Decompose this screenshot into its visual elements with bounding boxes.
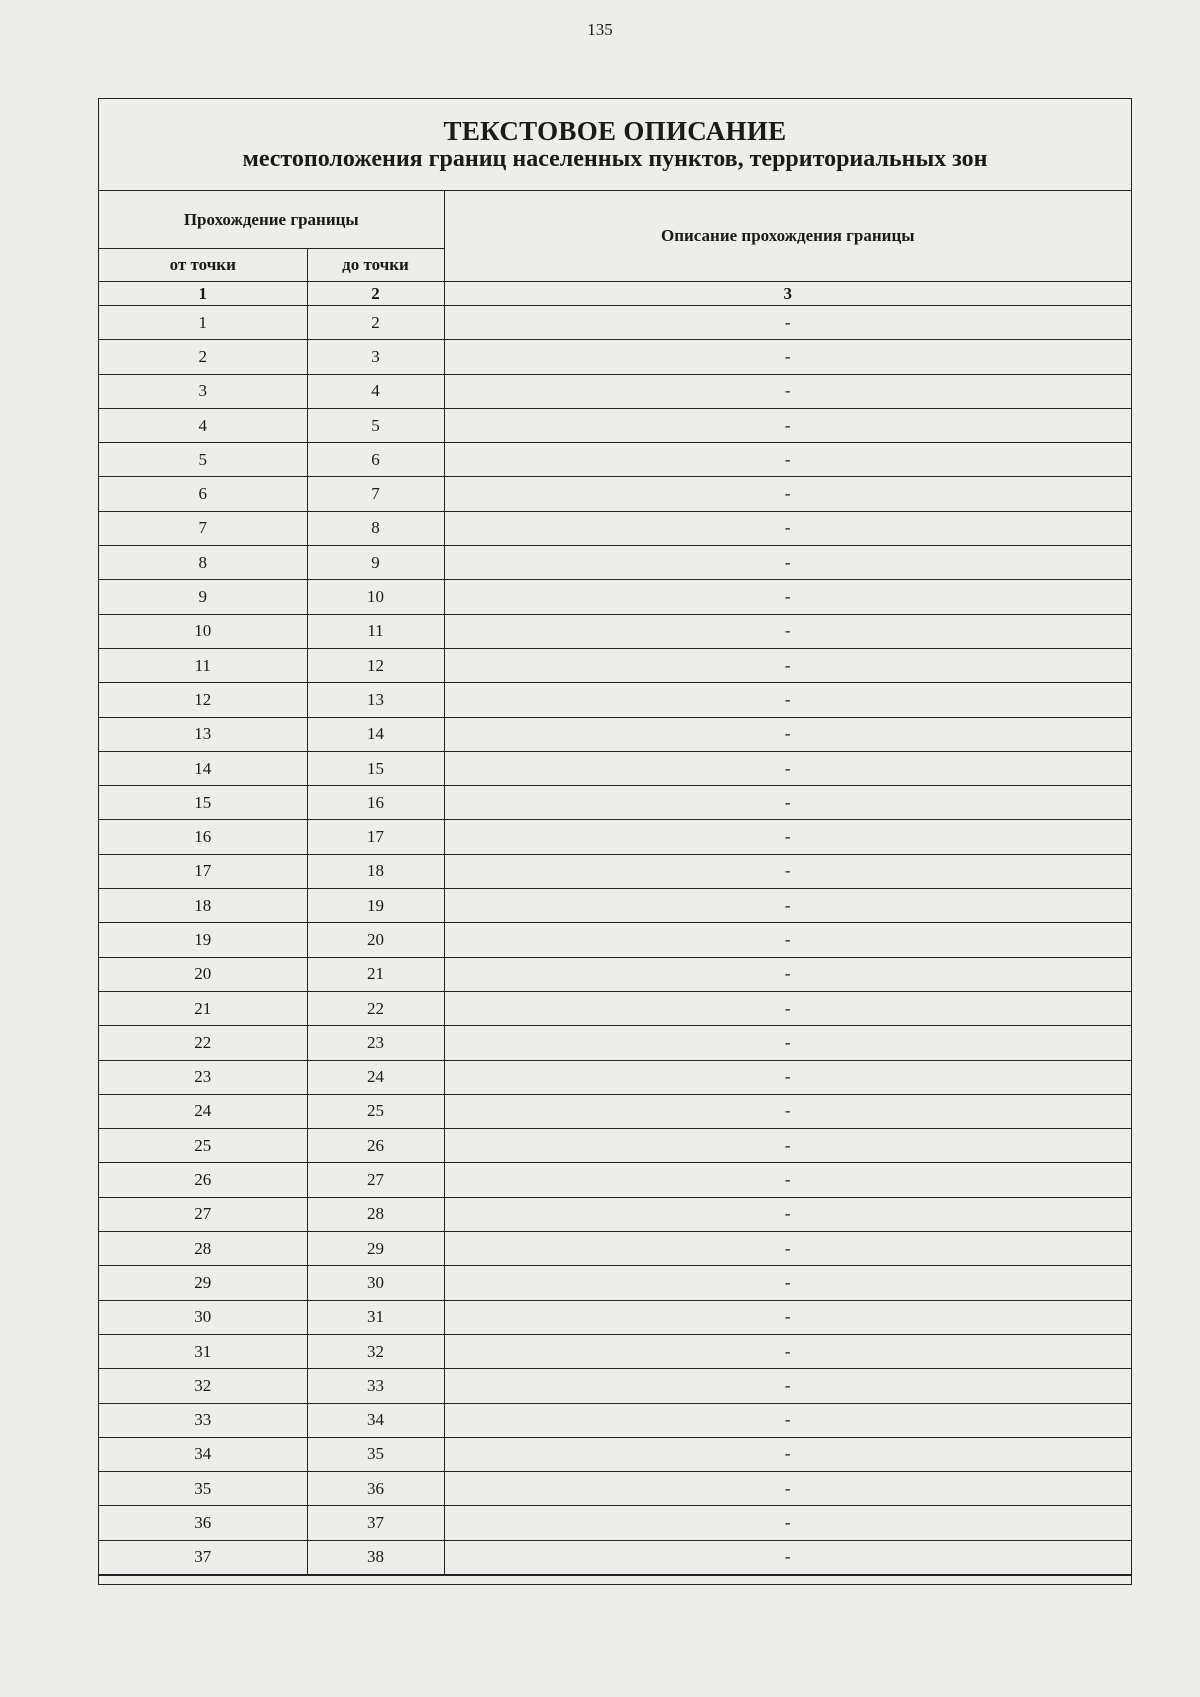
table-row [99, 889, 1131, 923]
table-row [99, 1369, 1131, 1403]
cell-description: - [444, 546, 1131, 580]
cell-from-point: 13 [99, 717, 307, 751]
table-row [99, 443, 1131, 477]
table-row [99, 511, 1131, 545]
cell-to-point: 12 [307, 648, 444, 682]
cell-to-point: 34 [307, 1403, 444, 1437]
cell-from-point: 10 [99, 614, 307, 648]
title-block [99, 99, 1131, 191]
cell-to-point: 2 [307, 306, 444, 340]
cell-from-point: 36 [99, 1506, 307, 1540]
cell-to-point: 10 [307, 580, 444, 614]
cell-from-point: 35 [99, 1472, 307, 1506]
cell-to-point: 5 [307, 408, 444, 442]
cell-to-point: 14 [307, 717, 444, 751]
table-row [99, 1129, 1131, 1163]
cell-to-point: 21 [307, 957, 444, 991]
document-title: ТЕКСТОВОЕ ОПИСАНИЕ [443, 116, 787, 146]
cell-description: - [444, 1300, 1131, 1334]
table-row [99, 1266, 1131, 1300]
cell-from-point: 8 [99, 546, 307, 580]
table-row [99, 374, 1131, 408]
cell-from-point: 22 [99, 1026, 307, 1060]
cell-from-point: 27 [99, 1197, 307, 1231]
table-row [99, 786, 1131, 820]
cell-to-point: 38 [307, 1540, 444, 1574]
cell-to-point: 8 [307, 511, 444, 545]
cell-to-point: 28 [307, 1197, 444, 1231]
cell-from-point: 4 [99, 408, 307, 442]
table-row [99, 580, 1131, 614]
cell-description: - [444, 1506, 1131, 1540]
cell-to-point: 11 [307, 614, 444, 648]
cell-description: - [444, 306, 1131, 340]
cell-from-point: 7 [99, 511, 307, 545]
cell-from-point: 31 [99, 1334, 307, 1368]
table-row [99, 1506, 1131, 1540]
table-row [99, 1060, 1131, 1094]
cell-description: - [444, 374, 1131, 408]
table-row [99, 957, 1131, 991]
cell-description: - [444, 923, 1131, 957]
table-row [99, 1197, 1131, 1231]
cell-description: - [444, 1197, 1131, 1231]
cell-from-point: 17 [99, 854, 307, 888]
table-row [99, 648, 1131, 682]
cell-from-point: 30 [99, 1300, 307, 1334]
cell-description: - [444, 1266, 1131, 1300]
cell-from-point: 5 [99, 443, 307, 477]
cell-to-point: 17 [307, 820, 444, 854]
cell-to-point: 6 [307, 443, 444, 477]
cell-from-point: 21 [99, 991, 307, 1025]
cell-description: - [444, 1369, 1131, 1403]
cell-to-point: 25 [307, 1094, 444, 1128]
cell-description: - [444, 991, 1131, 1025]
cell-to-point: 19 [307, 889, 444, 923]
cell-from-point: 32 [99, 1369, 307, 1403]
page-number: 135 [587, 20, 613, 39]
table-row [99, 1163, 1131, 1197]
cell-from-point: 1 [99, 306, 307, 340]
table-row [99, 683, 1131, 717]
table-row [99, 923, 1131, 957]
table-row [99, 820, 1131, 854]
cell-from-point: 23 [99, 1060, 307, 1094]
cell-description: - [444, 820, 1131, 854]
table-bottom-margin [99, 1575, 1131, 1584]
table-row [99, 546, 1131, 580]
cell-description: - [444, 957, 1131, 991]
table-row [99, 854, 1131, 888]
cell-description: - [444, 683, 1131, 717]
cell-description: - [444, 340, 1131, 374]
cell-to-point: 29 [307, 1232, 444, 1266]
cell-description: - [444, 786, 1131, 820]
cell-to-point: 3 [307, 340, 444, 374]
cell-description: - [444, 1437, 1131, 1471]
cell-from-point: 34 [99, 1437, 307, 1471]
cell-from-point: 24 [99, 1094, 307, 1128]
cell-from-point: 25 [99, 1129, 307, 1163]
table-row [99, 1026, 1131, 1060]
cell-description: - [444, 717, 1131, 751]
cell-from-point: 28 [99, 1232, 307, 1266]
cell-description: - [444, 1094, 1131, 1128]
table-row [99, 1540, 1131, 1574]
cell-to-point: 36 [307, 1472, 444, 1506]
table-row [99, 1403, 1131, 1437]
cell-from-point: 2 [99, 340, 307, 374]
cell-from-point: 15 [99, 786, 307, 820]
cell-description: - [444, 648, 1131, 682]
header-boundary-passage: Прохождение границы [99, 191, 444, 249]
header-to-point: до точки [307, 249, 444, 282]
cell-to-point: 37 [307, 1506, 444, 1540]
table-row [99, 340, 1131, 374]
cell-description: - [444, 1540, 1131, 1574]
cell-to-point: 13 [307, 683, 444, 717]
cell-from-point: 9 [99, 580, 307, 614]
cell-from-point: 26 [99, 1163, 307, 1197]
table-row [99, 1472, 1131, 1506]
cell-from-point: 37 [99, 1540, 307, 1574]
cell-description: - [444, 408, 1131, 442]
table-row [99, 717, 1131, 751]
cell-from-point: 19 [99, 923, 307, 957]
table-row [99, 1334, 1131, 1368]
cell-description: - [444, 1026, 1131, 1060]
cell-to-point: 20 [307, 923, 444, 957]
cell-from-point: 6 [99, 477, 307, 511]
cell-description: - [444, 1334, 1131, 1368]
cell-to-point: 35 [307, 1437, 444, 1471]
cell-to-point: 24 [307, 1060, 444, 1094]
header-description: Описание прохождения границы [444, 191, 1131, 282]
cell-from-point: 12 [99, 683, 307, 717]
cell-from-point: 3 [99, 374, 307, 408]
table-row [99, 408, 1131, 442]
cell-to-point: 32 [307, 1334, 444, 1368]
table-row [99, 477, 1131, 511]
cell-to-point: 26 [307, 1129, 444, 1163]
cell-to-point: 30 [307, 1266, 444, 1300]
cell-description: - [444, 511, 1131, 545]
cell-to-point: 15 [307, 751, 444, 785]
table-row [99, 306, 1131, 340]
cell-to-point: 33 [307, 1369, 444, 1403]
cell-description: - [444, 889, 1131, 923]
cell-description: - [444, 580, 1131, 614]
cell-to-point: 18 [307, 854, 444, 888]
cell-description: - [444, 1163, 1131, 1197]
cell-from-point: 16 [99, 820, 307, 854]
cell-to-point: 7 [307, 477, 444, 511]
cell-description: - [444, 1472, 1131, 1506]
header-row-numbers [99, 282, 1131, 306]
cell-to-point: 22 [307, 991, 444, 1025]
table-row [99, 991, 1131, 1025]
cell-to-point: 4 [307, 374, 444, 408]
column-number-1: 1 [99, 282, 307, 306]
cell-description: - [444, 477, 1131, 511]
table-row [99, 614, 1131, 648]
table-row [99, 1094, 1131, 1128]
cell-from-point: 11 [99, 648, 307, 682]
document-subtitle: местоположения границ населенных пунктов, территориальных зон [242, 146, 988, 172]
cell-from-point: 33 [99, 1403, 307, 1437]
header-row-group [99, 191, 1131, 249]
cell-to-point: 16 [307, 786, 444, 820]
cell-from-point: 29 [99, 1266, 307, 1300]
cell-from-point: 20 [99, 957, 307, 991]
document-frame [98, 98, 1132, 1585]
table-row [99, 1437, 1131, 1471]
cell-to-point: 23 [307, 1026, 444, 1060]
cell-description: - [444, 1232, 1131, 1266]
boundary-table [99, 191, 1131, 1575]
cell-description: - [444, 443, 1131, 477]
table-row [99, 751, 1131, 785]
cell-to-point: 31 [307, 1300, 444, 1334]
cell-description: - [444, 854, 1131, 888]
table-body [99, 306, 1131, 1575]
cell-description: - [444, 614, 1131, 648]
column-number-2: 2 [307, 282, 444, 306]
header-from-point: от точки [99, 249, 307, 282]
table-row [99, 1300, 1131, 1334]
cell-description: - [444, 1129, 1131, 1163]
column-number-3: 3 [444, 282, 1131, 306]
cell-description: - [444, 1403, 1131, 1437]
cell-from-point: 14 [99, 751, 307, 785]
table-row [99, 1232, 1131, 1266]
cell-description: - [444, 751, 1131, 785]
cell-from-point: 18 [99, 889, 307, 923]
cell-to-point: 9 [307, 546, 444, 580]
cell-to-point: 27 [307, 1163, 444, 1197]
cell-description: - [444, 1060, 1131, 1094]
